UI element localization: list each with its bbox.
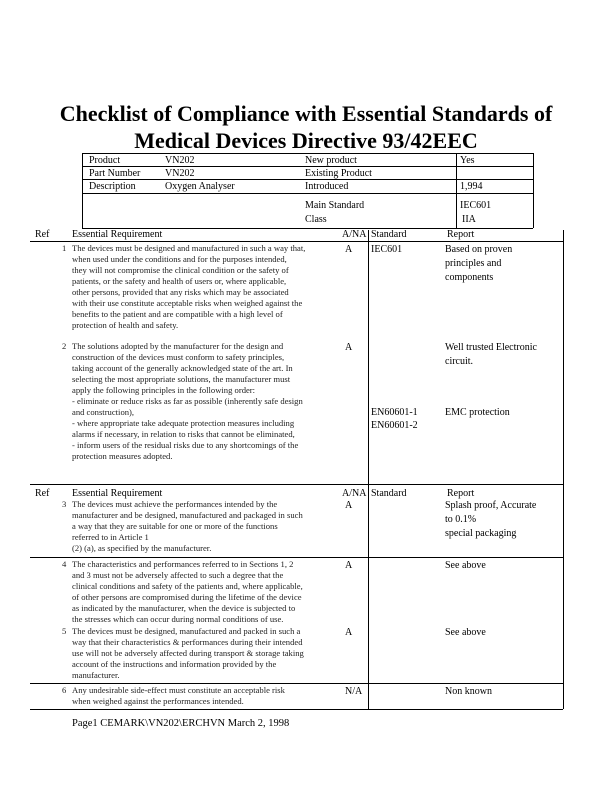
title-line-1: Checklist of Compliance with Essential Standards of	[59, 101, 553, 126]
part-number-label: Part Number	[89, 168, 141, 179]
applicability-value: A	[345, 244, 353, 255]
header-ref: Ref	[35, 488, 50, 499]
product-value: VN202	[165, 155, 195, 166]
report-value: EMC protection	[445, 407, 510, 418]
main-standard-value: IEC601	[460, 200, 492, 211]
table-rule	[30, 683, 563, 684]
header-essential-requirement: Essential Requirement	[72, 229, 163, 240]
applicability-value: A	[345, 627, 353, 638]
table-rule	[533, 153, 534, 228]
title-line-2: Medical Devices Directive 93/42EEC	[134, 128, 478, 153]
applicability-value: A	[345, 560, 353, 571]
report-value: See above	[445, 627, 486, 638]
requirement-text-line: of other persons are compromised during the lifetime of the device	[72, 592, 302, 602]
item-number: 1	[62, 243, 67, 253]
requirement-text-line: benefits to the patient and are compatible with a high level of	[72, 309, 283, 319]
description-label: Description	[89, 181, 136, 192]
introduced-value: 1,994	[460, 181, 483, 192]
requirement-text-line: clinical conditions and safety of the patients and, where applicable,	[72, 581, 303, 591]
table-rule	[30, 709, 563, 710]
requirement-text-line: protection measures adopted.	[72, 451, 173, 461]
requirement-text-line: a way that they are suitable for one or more of the functions	[72, 521, 278, 531]
table-rule	[82, 153, 83, 228]
requirement-text-line: and construction),	[72, 407, 135, 417]
item-number: 4	[62, 559, 67, 569]
item-number: 6	[62, 685, 67, 695]
standard-value: EN60601-2	[371, 420, 418, 431]
product-label: Product	[89, 155, 121, 166]
header-ref: Ref	[35, 229, 50, 240]
requirement-text-line: and 3 must not be adversely affected to such a degree that the	[72, 570, 284, 580]
requirement-text-line: The characteristics and performances referred to in Sections 1, 2	[72, 559, 294, 569]
table-rule	[30, 484, 563, 485]
requirement-text-line: referred to in Article 1	[72, 532, 149, 542]
requirement-text-line: selecting the most appropriate solutions, the manufacturer must	[72, 374, 291, 384]
requirement-text-line: - inform users of the residual risks due to any shortcomings of the	[72, 440, 299, 450]
table-rule	[30, 557, 563, 558]
requirement-text-line: account of the instructions and information provided by the	[72, 659, 277, 669]
requirement-text-line: as indicated by the manufacturer, when the device is subjected to	[72, 603, 296, 613]
requirement-text-line: construction of the devices must conform to safety principles,	[72, 352, 285, 362]
report-value: special packaging	[445, 528, 517, 539]
class-label: Class	[305, 214, 327, 225]
requirement-text-line: patients, or the safety and health of users or, where applicable,	[72, 276, 287, 286]
report-value: components	[445, 272, 494, 283]
header-essential-requirement: Essential Requirement	[72, 488, 163, 499]
requirement-text-line: - where appropriate take adequate protection measures including	[72, 418, 295, 428]
requirement-text-line: manufacturer.	[72, 670, 120, 680]
requirement-text-line: alarms if necessary, in relation to risks that cannot be eliminated,	[72, 429, 295, 439]
requirement-text-line: The devices must be designed and manufactured in such a way that,	[72, 243, 306, 253]
requirement-text-line: (2) (a), as specified by the manufacturer.	[72, 543, 212, 553]
table-rule	[368, 230, 369, 709]
requirement-text-line: when weighed against the performances intended.	[72, 696, 244, 706]
report-value: See above	[445, 560, 486, 571]
requirement-text-line: The solutions adopted by the manufacturer for the design and	[72, 341, 284, 351]
report-value: circuit.	[445, 356, 474, 367]
requirement-text-line: with their use constitute acceptable risks when weighed against the	[72, 298, 303, 308]
requirement-text-line: use will not be adversely affected during transport & storage taking	[72, 648, 304, 658]
page-footer: Page1 CEMARK\VN202\ERCHVN March 2, 1998	[72, 718, 290, 729]
requirement-text-line: protection of health and safety.	[72, 320, 179, 330]
item-number: 5	[62, 626, 67, 636]
requirement-text-line: way that their characteristics & performances during their intended	[72, 637, 303, 647]
standard-value: EN60601-1	[371, 407, 418, 418]
requirement-text-line: the stresses which can occur during normal conditions of use.	[72, 614, 284, 624]
requirement-text-line: The devices must be designed, manufactured and packed in such a	[72, 626, 301, 636]
new-product-value: Yes	[460, 155, 475, 166]
report-value: principles and	[445, 258, 502, 269]
table-rule	[30, 241, 563, 242]
requirement-text-line: manufacturer and be designed, manufactured and packaged in such	[72, 510, 303, 520]
report-value: to 0.1%	[445, 514, 477, 525]
header-ana: A/NA	[342, 229, 367, 240]
applicability-value: N/A	[345, 686, 363, 697]
report-value: Non known	[445, 686, 492, 697]
header-standard: Standard	[371, 229, 407, 240]
requirement-text-line: taking account of the generally acknowledged state of the art. In	[72, 363, 293, 373]
requirement-text-line: - eliminate or reduce risks as far as possible (inherently safe design	[72, 396, 303, 406]
requirement-text-line: Any undesirable side-effect must constitute an acceptable risk	[72, 685, 285, 695]
header-report: Report	[447, 229, 475, 240]
new-product-label: New product	[305, 155, 357, 166]
header-report: Report	[447, 488, 475, 499]
class-value: IIA	[462, 214, 476, 225]
introduced-label: Introduced	[305, 181, 349, 192]
table-rule	[563, 230, 564, 709]
main-standard-label: Main Standard	[305, 200, 365, 211]
requirement-text-line: they will not compromise the clinical condition or the safety of	[72, 265, 289, 275]
requirement-text-line: apply the following principles in the following order:	[72, 385, 256, 395]
requirement-text-line: The devices must achieve the performances intended by the	[72, 499, 278, 509]
header-standard: Standard	[371, 488, 407, 499]
report-value: Splash proof, Accurate	[445, 500, 537, 511]
requirement-text-line: other persons, provided that any risks which may be associated	[72, 287, 289, 297]
applicability-value: A	[345, 500, 353, 511]
item-number: 2	[62, 341, 67, 351]
report-value: Well trusted Electronic	[445, 342, 537, 353]
existing-product-label: Existing Product	[305, 168, 372, 179]
part-number-value: VN202	[165, 168, 195, 179]
table-rule	[456, 153, 457, 228]
table-rule	[82, 193, 533, 194]
report-value: Based on proven	[445, 244, 513, 255]
requirement-text-line: when used under the conditions and for the purposes intended,	[72, 254, 287, 264]
header-ana: A/NA	[342, 488, 367, 499]
standard-value: IEC601	[371, 244, 403, 255]
applicability-value: A	[345, 342, 353, 353]
item-number: 3	[62, 499, 67, 509]
description-value: Oxygen Analyser	[165, 181, 235, 192]
